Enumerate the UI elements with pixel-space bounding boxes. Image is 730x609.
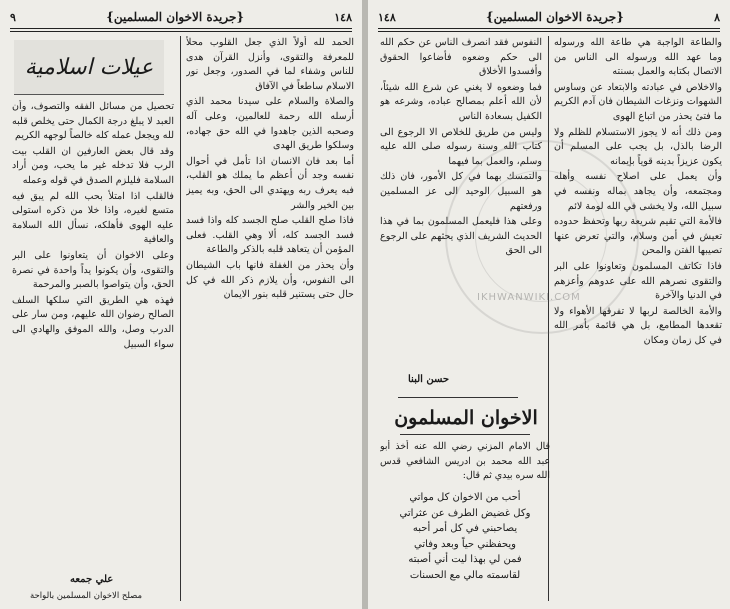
poem-verse: وكل غضيض الطرف عن عثراتي: [399, 507, 531, 519]
left-page-number: ٩: [10, 10, 16, 24]
watermark-label: IKHWANWIKI.COM: [477, 292, 581, 303]
paragraph: وعلى الاخوان أن يتعاونوا على البر والتقوى، وأن يكونوا يداً واحدة في نصرة الحق، وأن يتواصوا بالصبر والمرحمة: [12, 249, 174, 291]
paragraph: فما وضعوه لا يغني عن شرع الله شيئاً، لأن الله أعلم بمصالح عباده، وشرعه هو الكفيل بسعادة الناس: [380, 81, 542, 122]
left-column-divider: [180, 36, 181, 601]
poem-verse: أحب من الاخوان كل مواتي: [409, 492, 521, 503]
article-title: الاخوان المسلمون: [394, 407, 538, 429]
ikhwanwiki-watermark: [445, 140, 639, 334]
paragraph: وأن يعمل على اصلاح نفسه وأهله ومجتمعه، وأن يجاهد بماله ونفسه في سبيل الله، ولا يخشى في الله لومة لائم: [554, 171, 722, 212]
paragraph: قال الامام المزني رضي الله عنه أخذ أبو عبد الله محمد بن ادريس الشافعي قدس الله سره بيدي ثم قال:: [380, 441, 550, 482]
paragraph: وأن يحذر من الغفلة فانها باب الشيطان الى النفوس، وأن يلازم ذكر الله في كل حال حتى يستنير قلبه بنور الايمان: [186, 259, 354, 301]
author-signature: حسن البنا: [408, 374, 450, 385]
right-page-header: [378, 6, 720, 29]
poem-verse: ويحفظني حياً وبعد وفاتي: [414, 538, 516, 550]
paragraph: فالأمة التي تقيم شريعة ربها وتحفظ حدوده تعيش في أمن وسلام، والتي تعرض عنها تصيبها الفتن والمحن: [554, 216, 722, 257]
paragraph: فاذا صلح القلب صلح الجسد كله واذا فسد فسد الجسد كله، ألا وهي القلب. فعلى المؤمن أن يتعاهد قلبه بالذكر والطاعة: [186, 215, 354, 256]
right-journal-title: {جريدة الاخوان المسلمين}: [485, 10, 624, 24]
left-issue-number: ١٤٨: [334, 10, 352, 24]
paragraph: وعلى هذا فليعمل المسلمون بما في هذا الحديث الشريف الذي يحثهم على الرجوع الى الحق: [380, 216, 542, 257]
paragraph: والطاعة الواجبة هي طاعة الله ورسوله وما عهد الله ورسوله الى الناس من الاتصال بكتابه والعمل بسنته: [554, 37, 722, 78]
paragraph: فالقلب اذا امتلأ بحب الله لم يبق فيه متسع لغيره، واذا خلا من ذكره استولى عليه الهوى فأهلكه، نسأل الله السلامة والعافية: [12, 190, 174, 246]
paragraph: النفوس فقد انصرف الناس عن حكم الله الى حكم وضعوه فأضاعوا الحقوق وأفسدوا الأخلاق: [380, 37, 542, 78]
title-rule-top: [398, 397, 518, 398]
paragraph: والأمة الخالصة لربها لا تفرقها الأهواء ولا تقعدها المطامع، بل هي قائمة بأمر الله في كل زمان ومكان: [554, 305, 722, 346]
paragraph: والصلاة والسلام على سيدنا محمد الذي أرسله الله رحمة للعالمين، وعلى آله وصحبه الذين جاهدوا في الله حق جهاده، وسلكوا طريق الهدى: [186, 96, 354, 152]
left-page-column-left: [12, 100, 174, 570]
paragraph: فهذه هي الطريق التي سلكها السلف الصالح رضوان الله عليهم، ومن سار على الدرب وصل، والله الموفق والهادي الى سواء السبيل: [12, 294, 174, 350]
left-page-column-right: [186, 36, 354, 596]
paragraph: تحصيل من مسائل الفقه والتصوف، وأن العبد لا يبلغ درجة الكمال حتى يخلص قلبه لله ويجعل عمله كله خالصاً لوجهه الكريم: [12, 101, 174, 142]
paragraph: وليس من طريق للخلاص الا الرجوع الى كتاب الله وسنة رسوله صلى الله عليه وسلم، والعمل بما فيهما: [380, 126, 542, 167]
right-page-number: ٨: [714, 10, 720, 24]
left-journal-title: {جريدة الاخوان المسلمين}: [106, 10, 245, 24]
poem-verse: لقاسمته مالي مع الحسنات: [409, 569, 521, 581]
paragraph: فاذا تكاتف المسلمون وتعاونوا على البر والتقوى نصرهم الله على عدوهم وأعزهم في الدنيا والآخرة: [554, 260, 722, 302]
watermark-inner-ring: [475, 170, 607, 302]
left-footer-note: مصلح الاخوان المسلمين بالواحة: [30, 591, 143, 601]
left-section-heading: عيلات اسلامية: [14, 40, 164, 95]
title-rule-bottom: [400, 434, 530, 435]
poem-verse: فمن لي بهذا ليت أني أصبته: [408, 554, 522, 565]
poem-verse: يصاحبني في كل أمر أحبه: [412, 523, 518, 534]
article-intro: [380, 440, 550, 488]
left-page: [0, 0, 362, 609]
paragraph: والاخلاص في عبادته والابتعاد عن وساوس الشهوات ونزغات الشيطان فان آدم الكريم ما فتئ يحذر من اتباع الهوى: [554, 81, 722, 122]
paragraph: الحمد لله أولاً الذي جعل القلوب محلاً للمعرفة والتقوى، وأنزل القرآن هدى للناس وشفاء لما في الصدور، وجعل نور الاسلام ساطعاً في الآفاق: [186, 37, 354, 92]
left-signature: علي جمعه: [70, 574, 114, 585]
right-header-rule: [378, 31, 720, 32]
poem: [380, 490, 550, 583]
right-issue-number: ١٤٨: [378, 10, 396, 24]
paragraph: ومن ذلك أنه لا يجوز الاستسلام للظلم ولا الرضا بالذل، بل يجب على المسلم أن يكون عزيزاً بدينه قوياً بإيمانه: [554, 126, 722, 167]
left-header-rule: [10, 31, 352, 32]
paragraph: أما بعد فان الانسان اذا تأمل في أحوال نفسه وجد أن أعظم ما يملك هو القلب، فبه يعرف ربه ويهتدي الى الحق، وبه يميز بين الخير والشر: [186, 155, 354, 211]
paragraph: وقد قال بعض العارفين ان القلب بيت الرب فلا تدخله غير ما يحب، ومن أراد السلامة فليلزم الصدق في قوله وعمله: [12, 145, 174, 186]
paragraph: والتمسك بهما في كل الأمور، فان ذلك هو السبيل الوحيد الى عز المسلمين ورفعتهم: [380, 171, 542, 212]
left-page-header: [10, 6, 352, 29]
